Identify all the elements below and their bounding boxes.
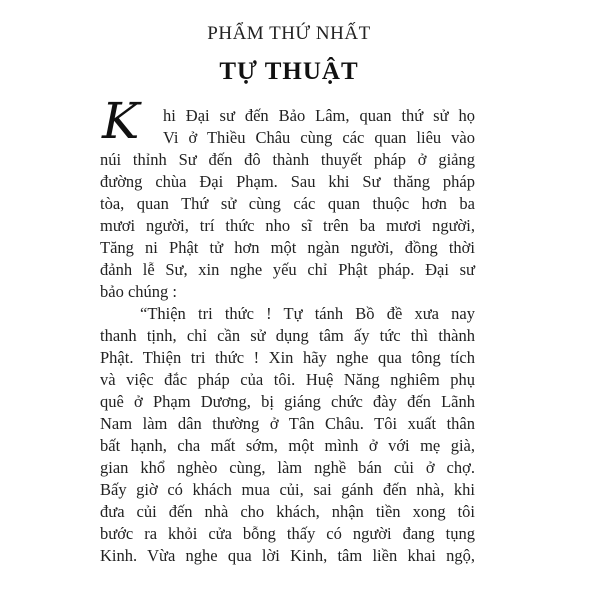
text-line: Kinh. Vừa nghe qua lời Kinh, tâm liền khai ngộ,	[100, 546, 475, 565]
text-line: mươi người, trí thức nho sĩ trên ba mươi người,	[100, 216, 475, 235]
text-line: và việc đắc pháp của tôi. Huệ Năng nghiêm phụ	[100, 370, 475, 389]
text-line: Bấy giờ có khách mua củi, sai gánh đến nhà, khi	[100, 480, 475, 499]
text-line: quê ở Phạm Dương, bị giáng chức đày đến Lãnh	[100, 392, 475, 411]
text-line: Nam làm dân thường ở Tân Châu. Tôi xuất thân	[100, 414, 475, 433]
text-line: tòa, quan Thứ sử cùng các quan thuộc hơn ba	[100, 194, 475, 213]
chapter-label: PHẨM THỨ NHẤT	[207, 23, 371, 44]
text-line: gian khổ nghèo cùng, làm nghề bán củi ở chợ.	[100, 458, 475, 477]
chapter-title: TỰ THUẬT	[219, 58, 359, 85]
text-line: đảnh lễ Sư, xin nghe yếu chỉ Phật pháp. Đại sư	[100, 260, 475, 279]
text-line: núi thỉnh Sư đến đô thành thuyết pháp ở giảng	[100, 150, 475, 169]
text-line: Tăng ni Phật tử hơn một ngàn người, đồng thời	[100, 238, 475, 257]
text-line: bước ra khỏi cửa bỗng thấy có người đang tụng	[100, 524, 475, 543]
text-line: Vi ở Thiều Châu cùng các quan liêu vào	[163, 128, 475, 147]
text-line: thanh tịnh, chỉ cần sử dụng tâm ấy tức thì thành	[100, 326, 475, 345]
text-line: hi Đại sư đến Bảo Lâm, quan thứ sử họ	[163, 106, 475, 125]
text-line: đường chùa Đại Phạm. Sau khi Sư thăng pháp	[100, 172, 475, 191]
text-line: “Thiện tri thức ! Tự tánh Bồ đề xưa nay	[140, 304, 475, 323]
text-line: đưa củi đến nhà cho khách, nhận tiền xong tôi	[100, 502, 475, 521]
text-line: bảo chúng :	[100, 282, 177, 301]
text-line: bất hạnh, cha mất sớm, một mình ở với mẹ già,	[100, 436, 475, 455]
text-line: Phật. Thiện tri thức ! Xin hãy nghe qua tông tích	[100, 348, 475, 367]
drop-cap-letter: K	[102, 92, 140, 150]
